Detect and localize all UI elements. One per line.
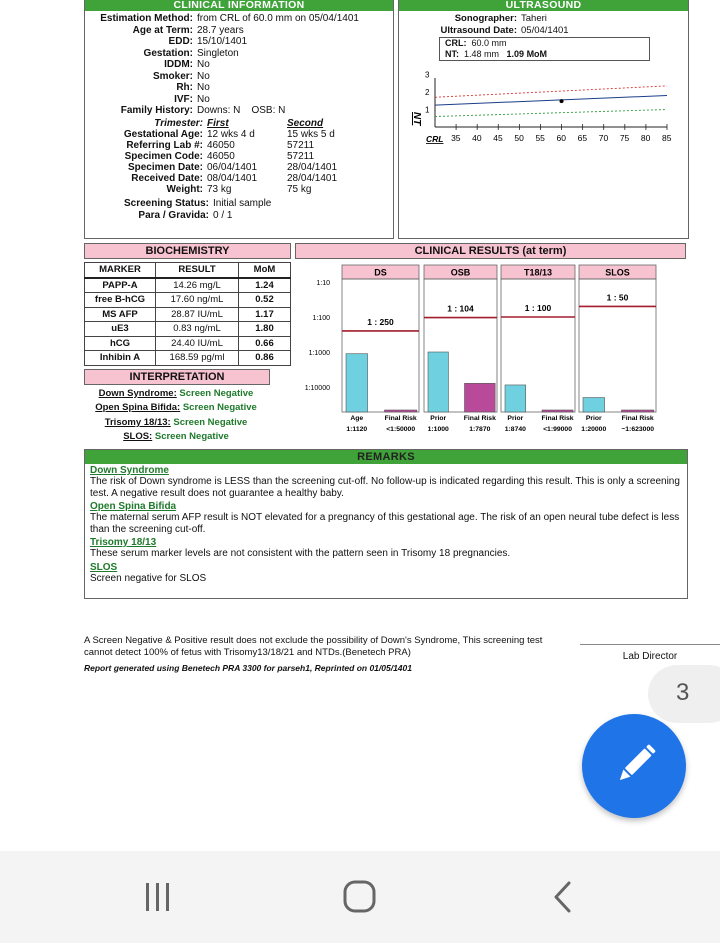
risk-y-tick: 1:100 bbox=[312, 315, 330, 322]
clinical-row-label: Smoker: bbox=[152, 70, 193, 82]
nt-value: 1.48 mm bbox=[464, 49, 500, 59]
risk-y-tick: 1:10 bbox=[316, 280, 330, 287]
trimester-data-row bbox=[85, 151, 393, 162]
col-result: RESULT bbox=[156, 263, 239, 278]
biochemistry-row bbox=[85, 336, 291, 351]
clinical-results-header: CLINICAL RESULTS (at term) bbox=[295, 243, 686, 259]
crl-x-tick: 50 bbox=[514, 133, 524, 143]
ultrasound-date-label: Ultrasound Date: bbox=[440, 25, 517, 36]
navigation-bar bbox=[0, 851, 720, 943]
risk-panel-title: T18/13 bbox=[523, 267, 553, 278]
para-gravida-value: 0 / 1 bbox=[213, 210, 233, 221]
risk-cutoff-label: 1 : 104 bbox=[447, 303, 474, 314]
result-cell: 24.40 IU/mL bbox=[156, 336, 239, 351]
trimester-data-row bbox=[85, 129, 393, 140]
risk-bar-value: 1:1120 bbox=[346, 426, 368, 433]
nt-y-tick: 3 bbox=[425, 70, 430, 80]
col-marker: MARKER bbox=[85, 263, 156, 278]
risk-y-tick: 1:1000 bbox=[308, 350, 330, 357]
disclaimer-text: A Screen Negative & Positive result does not exclude the possibility of Down's Syndrome, This screening test cannot detect 100% of fetus with Trisomy13/18/21 and NTDs.(Benetech PRA) bbox=[84, 635, 543, 658]
para-gravida-row bbox=[85, 210, 393, 222]
risk-bar-value: <1:50000 bbox=[386, 426, 416, 433]
biochemistry-header: BIOCHEMISTRY bbox=[84, 243, 291, 259]
trimester-second-value: 15 wks 5 d bbox=[287, 129, 335, 140]
biochemistry-table-header bbox=[85, 263, 291, 278]
clinical-results-chart bbox=[295, 260, 686, 443]
trimester-data-row bbox=[85, 173, 393, 184]
remarks-panel bbox=[84, 449, 688, 599]
clinical-row bbox=[85, 94, 393, 106]
clinical-row bbox=[85, 36, 393, 48]
result-cell: 28.87 IU/mL bbox=[156, 307, 239, 322]
risk-bar-label: Final Risk bbox=[541, 415, 574, 422]
clinical-row-label: Age at Term: bbox=[132, 24, 193, 36]
screening-status-label: Screening Status: bbox=[123, 198, 209, 209]
trimester-data-label: Received Date: bbox=[131, 173, 203, 184]
nt-measurement-point bbox=[560, 99, 564, 103]
remark-heading: Open Spina Bifida bbox=[90, 501, 177, 512]
clinical-row-value: No bbox=[197, 82, 210, 93]
risk-panel-title: DS bbox=[374, 267, 387, 278]
lab-director-label: Lab Director bbox=[622, 651, 678, 662]
interpretation-row bbox=[84, 430, 268, 445]
nt-y-tick: 1 bbox=[425, 105, 430, 115]
trimester-first-value: 08/04/1401 bbox=[207, 173, 258, 184]
crl-x-tick: 35 bbox=[451, 133, 461, 143]
risk-bar-label: Prior bbox=[585, 415, 602, 422]
crl-label: CRL: bbox=[445, 38, 467, 48]
clinical-results-panel bbox=[295, 243, 686, 443]
screening-status-row bbox=[85, 198, 393, 210]
nt-mom-value: 1.09 MoM bbox=[506, 49, 548, 59]
interpretation-row bbox=[84, 401, 268, 416]
risk-panel-title: SLOS bbox=[605, 267, 630, 278]
trimester-data-row bbox=[85, 140, 393, 151]
clinical-info-rows bbox=[85, 13, 393, 222]
marker-cell: hCG bbox=[85, 336, 156, 351]
trimester-data-row bbox=[85, 184, 393, 195]
crl-x-tick: 70 bbox=[598, 133, 609, 143]
mom-cell: 1.80 bbox=[239, 322, 291, 337]
pencil-icon bbox=[582, 714, 686, 818]
risk-bar bbox=[346, 354, 368, 412]
risk-bar bbox=[622, 410, 654, 412]
mom-cell: 1.24 bbox=[239, 278, 291, 293]
marker-cell: MS AFP bbox=[85, 307, 156, 322]
risk-bar-label: Final Risk bbox=[621, 415, 654, 422]
risk-bar-label: Final Risk bbox=[463, 415, 496, 422]
trimester-data-label: Referring Lab #: bbox=[126, 140, 203, 151]
nt-upper-reference-line bbox=[435, 86, 667, 97]
risk-bar-value: ~1:623000 bbox=[621, 426, 655, 433]
clinical-row-label: IVF: bbox=[174, 93, 193, 105]
risk-y-tick: 1:10000 bbox=[304, 385, 330, 392]
trimester-label: Trimester: bbox=[154, 117, 203, 129]
crl-x-tick: 60 bbox=[556, 133, 567, 143]
crl-x-tick: 65 bbox=[577, 133, 588, 143]
trimester-first-value: 06/04/1401 bbox=[207, 162, 258, 173]
clinical-row-value: 28.7 years bbox=[197, 24, 244, 36]
risk-bar bbox=[385, 410, 417, 412]
risk-bar-label: Prior bbox=[507, 415, 524, 422]
crl-nt-box bbox=[439, 37, 650, 61]
result-cell: 14.26 mg/L bbox=[156, 278, 239, 293]
interpretation-label: SLOS: bbox=[123, 431, 153, 442]
crl-x-tick: 80 bbox=[640, 133, 651, 143]
risk-bar-value: 1:1000 bbox=[427, 426, 449, 433]
clinical-row-value: No bbox=[197, 59, 210, 70]
clinical-row-label: Rh: bbox=[176, 82, 193, 93]
marker-cell: Inhibin A bbox=[85, 351, 156, 366]
remark-text: The risk of Down syndrome is LESS than the screening cut-off. No follow-up is indicated regarding this result. This is only a screening test. A negative result does not guarantee a healthy baby. bbox=[90, 476, 680, 499]
trimester-data-label: Specimen Code: bbox=[124, 151, 203, 162]
interpretation-row bbox=[84, 387, 268, 402]
biochemistry-row bbox=[85, 307, 291, 322]
risk-bar bbox=[428, 352, 448, 412]
risk-bar-value: 1:20000 bbox=[581, 426, 607, 433]
result-cell: 17.60 ng/mL bbox=[156, 293, 239, 308]
home-icon[interactable] bbox=[340, 879, 380, 915]
risk-panel-title: OSB bbox=[450, 267, 471, 278]
mom-cell: 0.66 bbox=[239, 336, 291, 351]
clinical-info-header: CLINICAL INFORMATION bbox=[85, 0, 393, 11]
crl-x-tick: 45 bbox=[493, 133, 503, 143]
signature-line bbox=[580, 644, 720, 645]
sonographer-value: Taheri bbox=[521, 13, 547, 24]
clinical-row-value: from CRL of 60.0 mm on 05/04/1401 bbox=[197, 13, 359, 24]
report-generated-text: Report generated using Benetech PRA 3300 for parseh1, Reprinted on 01/05/1401 bbox=[84, 663, 412, 673]
trimester-second-value: 57211 bbox=[287, 151, 315, 162]
clinical-row bbox=[85, 48, 393, 60]
clinical-row-value: Singleton bbox=[197, 47, 239, 59]
nt-label: NT: bbox=[445, 49, 459, 59]
interpretation-value: Screen Negative bbox=[173, 416, 248, 428]
remark-heading: SLOS bbox=[90, 561, 118, 573]
mom-cell: 0.86 bbox=[239, 351, 291, 366]
interpretation-value: Screen Negative bbox=[182, 402, 257, 413]
nt-median-reference-line bbox=[435, 96, 667, 106]
clinical-row bbox=[85, 82, 393, 94]
nt-axis-label: NT bbox=[411, 112, 422, 126]
clinical-row-label: EDD: bbox=[168, 36, 193, 47]
risk-cutoff-label: 1 : 250 bbox=[367, 316, 394, 327]
clinical-row-label: Gestation: bbox=[143, 47, 193, 59]
clinical-row bbox=[85, 71, 393, 83]
trimester-second: Second bbox=[287, 117, 324, 129]
clinical-row bbox=[85, 13, 393, 25]
clinical-row-label: IDDM: bbox=[164, 59, 193, 70]
clinical-info-panel bbox=[84, 0, 394, 239]
clinical-row bbox=[85, 25, 393, 37]
remark-text: The maternal serum AFP result is NOT elevated for a pregnancy of this gestational age. The risk of an open neural tube defect is less than the screening cut-off. bbox=[90, 512, 680, 535]
trimester-first-value: 12 wks 4 d bbox=[207, 129, 255, 140]
clinical-row-value: No bbox=[197, 70, 210, 82]
clinical-row-value: 15/10/1401 bbox=[197, 36, 248, 47]
risk-bar-label: Prior bbox=[430, 415, 447, 422]
edit-button[interactable] bbox=[582, 714, 686, 818]
trimester-data-row bbox=[85, 162, 393, 173]
risk-bar-label: Age bbox=[350, 415, 364, 422]
crl-x-tick: 85 bbox=[662, 133, 672, 143]
interpretation-label: Trisomy 18/13: bbox=[104, 416, 171, 428]
interpretation-label: Down Syndrome: bbox=[98, 387, 177, 399]
remarks-header: REMARKS bbox=[85, 450, 687, 464]
trimester-second-value: 28/04/1401 bbox=[287, 173, 338, 184]
biochemistry-table bbox=[84, 262, 291, 366]
remarks-body bbox=[85, 464, 687, 587]
clinical-row bbox=[85, 105, 393, 117]
interpretation-value: Screen Negative bbox=[154, 431, 229, 442]
interpretation-row bbox=[84, 416, 268, 431]
mom-cell: 1.17 bbox=[239, 307, 291, 322]
interpretation-rows bbox=[84, 387, 268, 445]
trimester-second-value: 28/04/1401 bbox=[287, 162, 338, 173]
risk-bar-value: 1:7870 bbox=[469, 426, 491, 433]
clinical-row-value: No bbox=[197, 93, 210, 105]
trimester-first-value: 73 kg bbox=[207, 184, 232, 195]
risk-bar-value: 1:8740 bbox=[504, 426, 526, 433]
marker-cell: free B-hCG bbox=[85, 293, 156, 308]
risk-bar bbox=[505, 385, 526, 412]
crl-axis-label: CRL bbox=[426, 134, 444, 144]
sonographer-label: Sonographer: bbox=[454, 13, 517, 24]
col-mom: MoM bbox=[239, 263, 291, 278]
clinical-row-label: Estimation Method: bbox=[100, 13, 193, 24]
risk-bar-label: Final Risk bbox=[384, 415, 417, 422]
risk-bar-value: <1:99000 bbox=[543, 426, 573, 433]
crl-x-tick: 40 bbox=[472, 133, 482, 143]
biochemistry-row bbox=[85, 322, 291, 337]
back-icon[interactable] bbox=[545, 879, 581, 915]
trimester-second-value: 75 kg bbox=[287, 184, 312, 195]
interpretation-value: Screen Negative bbox=[179, 387, 254, 399]
nt-y-tick: 2 bbox=[425, 88, 430, 97]
marker-cell: PAPP-A bbox=[85, 278, 156, 293]
risk-cutoff-label: 1 : 100 bbox=[524, 303, 552, 313]
nt-crl-chart bbox=[399, 70, 688, 165]
clinical-row bbox=[85, 59, 393, 71]
mom-cell: 0.52 bbox=[239, 293, 291, 308]
biochemistry-row bbox=[85, 278, 291, 293]
crl-value: 60.0 mm bbox=[471, 38, 507, 48]
biochemistry-row bbox=[85, 351, 291, 366]
remark-heading: Trisomy 18/13 bbox=[90, 537, 157, 548]
biochemistry-row bbox=[85, 293, 291, 308]
trimester-second-value: 57211 bbox=[287, 140, 315, 151]
ultrasound-date-value: 05/04/1401 bbox=[521, 25, 569, 36]
interpretation-header: INTERPRETATION bbox=[84, 369, 270, 385]
risk-bar bbox=[583, 398, 605, 412]
screening-status-value: Initial sample bbox=[213, 198, 272, 209]
page-number: 3 bbox=[676, 679, 690, 706]
trimester-row bbox=[85, 118, 393, 130]
biochemistry-panel bbox=[84, 243, 291, 443]
nt-lower-reference-line bbox=[435, 110, 667, 117]
ultrasound-header: ULTRASOUND bbox=[399, 0, 688, 11]
remark-text: These serum marker levels are not consistent with the pattern seen in Trisomy 18 pregnancies. bbox=[90, 548, 511, 559]
trimester-first-value: 46050 bbox=[207, 151, 235, 162]
interpretation-label: Open Spina Bifida: bbox=[95, 402, 181, 413]
para-gravida-label: Para / Gravida: bbox=[138, 210, 209, 221]
risk-bar bbox=[465, 383, 496, 412]
trimester-data-label: Specimen Date: bbox=[127, 162, 203, 173]
clinical-row-label: Family History: bbox=[120, 105, 193, 116]
trimester-data-label: Weight: bbox=[166, 184, 203, 195]
risk-cutoff-label: 1 : 50 bbox=[606, 292, 629, 303]
crl-x-tick: 75 bbox=[619, 133, 630, 143]
remark-heading: Down Syndrome bbox=[90, 465, 169, 476]
result-cell: 168.59 pg/ml bbox=[156, 351, 239, 366]
crl-x-tick: 55 bbox=[535, 133, 545, 143]
trimester-first-value: 46050 bbox=[207, 140, 235, 151]
trimester-data-label: Gestational Age: bbox=[123, 129, 203, 140]
marker-cell: uE3 bbox=[85, 322, 156, 337]
clinical-row-value: Downs: N OSB: N bbox=[197, 105, 286, 116]
result-cell: 0.83 ng/mL bbox=[156, 322, 239, 337]
remark-text: Screen negative for SLOS bbox=[90, 572, 207, 584]
recents-icon[interactable] bbox=[140, 879, 176, 915]
risk-bar bbox=[542, 410, 573, 412]
ultrasound-panel bbox=[398, 0, 689, 239]
trimester-first: First bbox=[207, 117, 229, 129]
